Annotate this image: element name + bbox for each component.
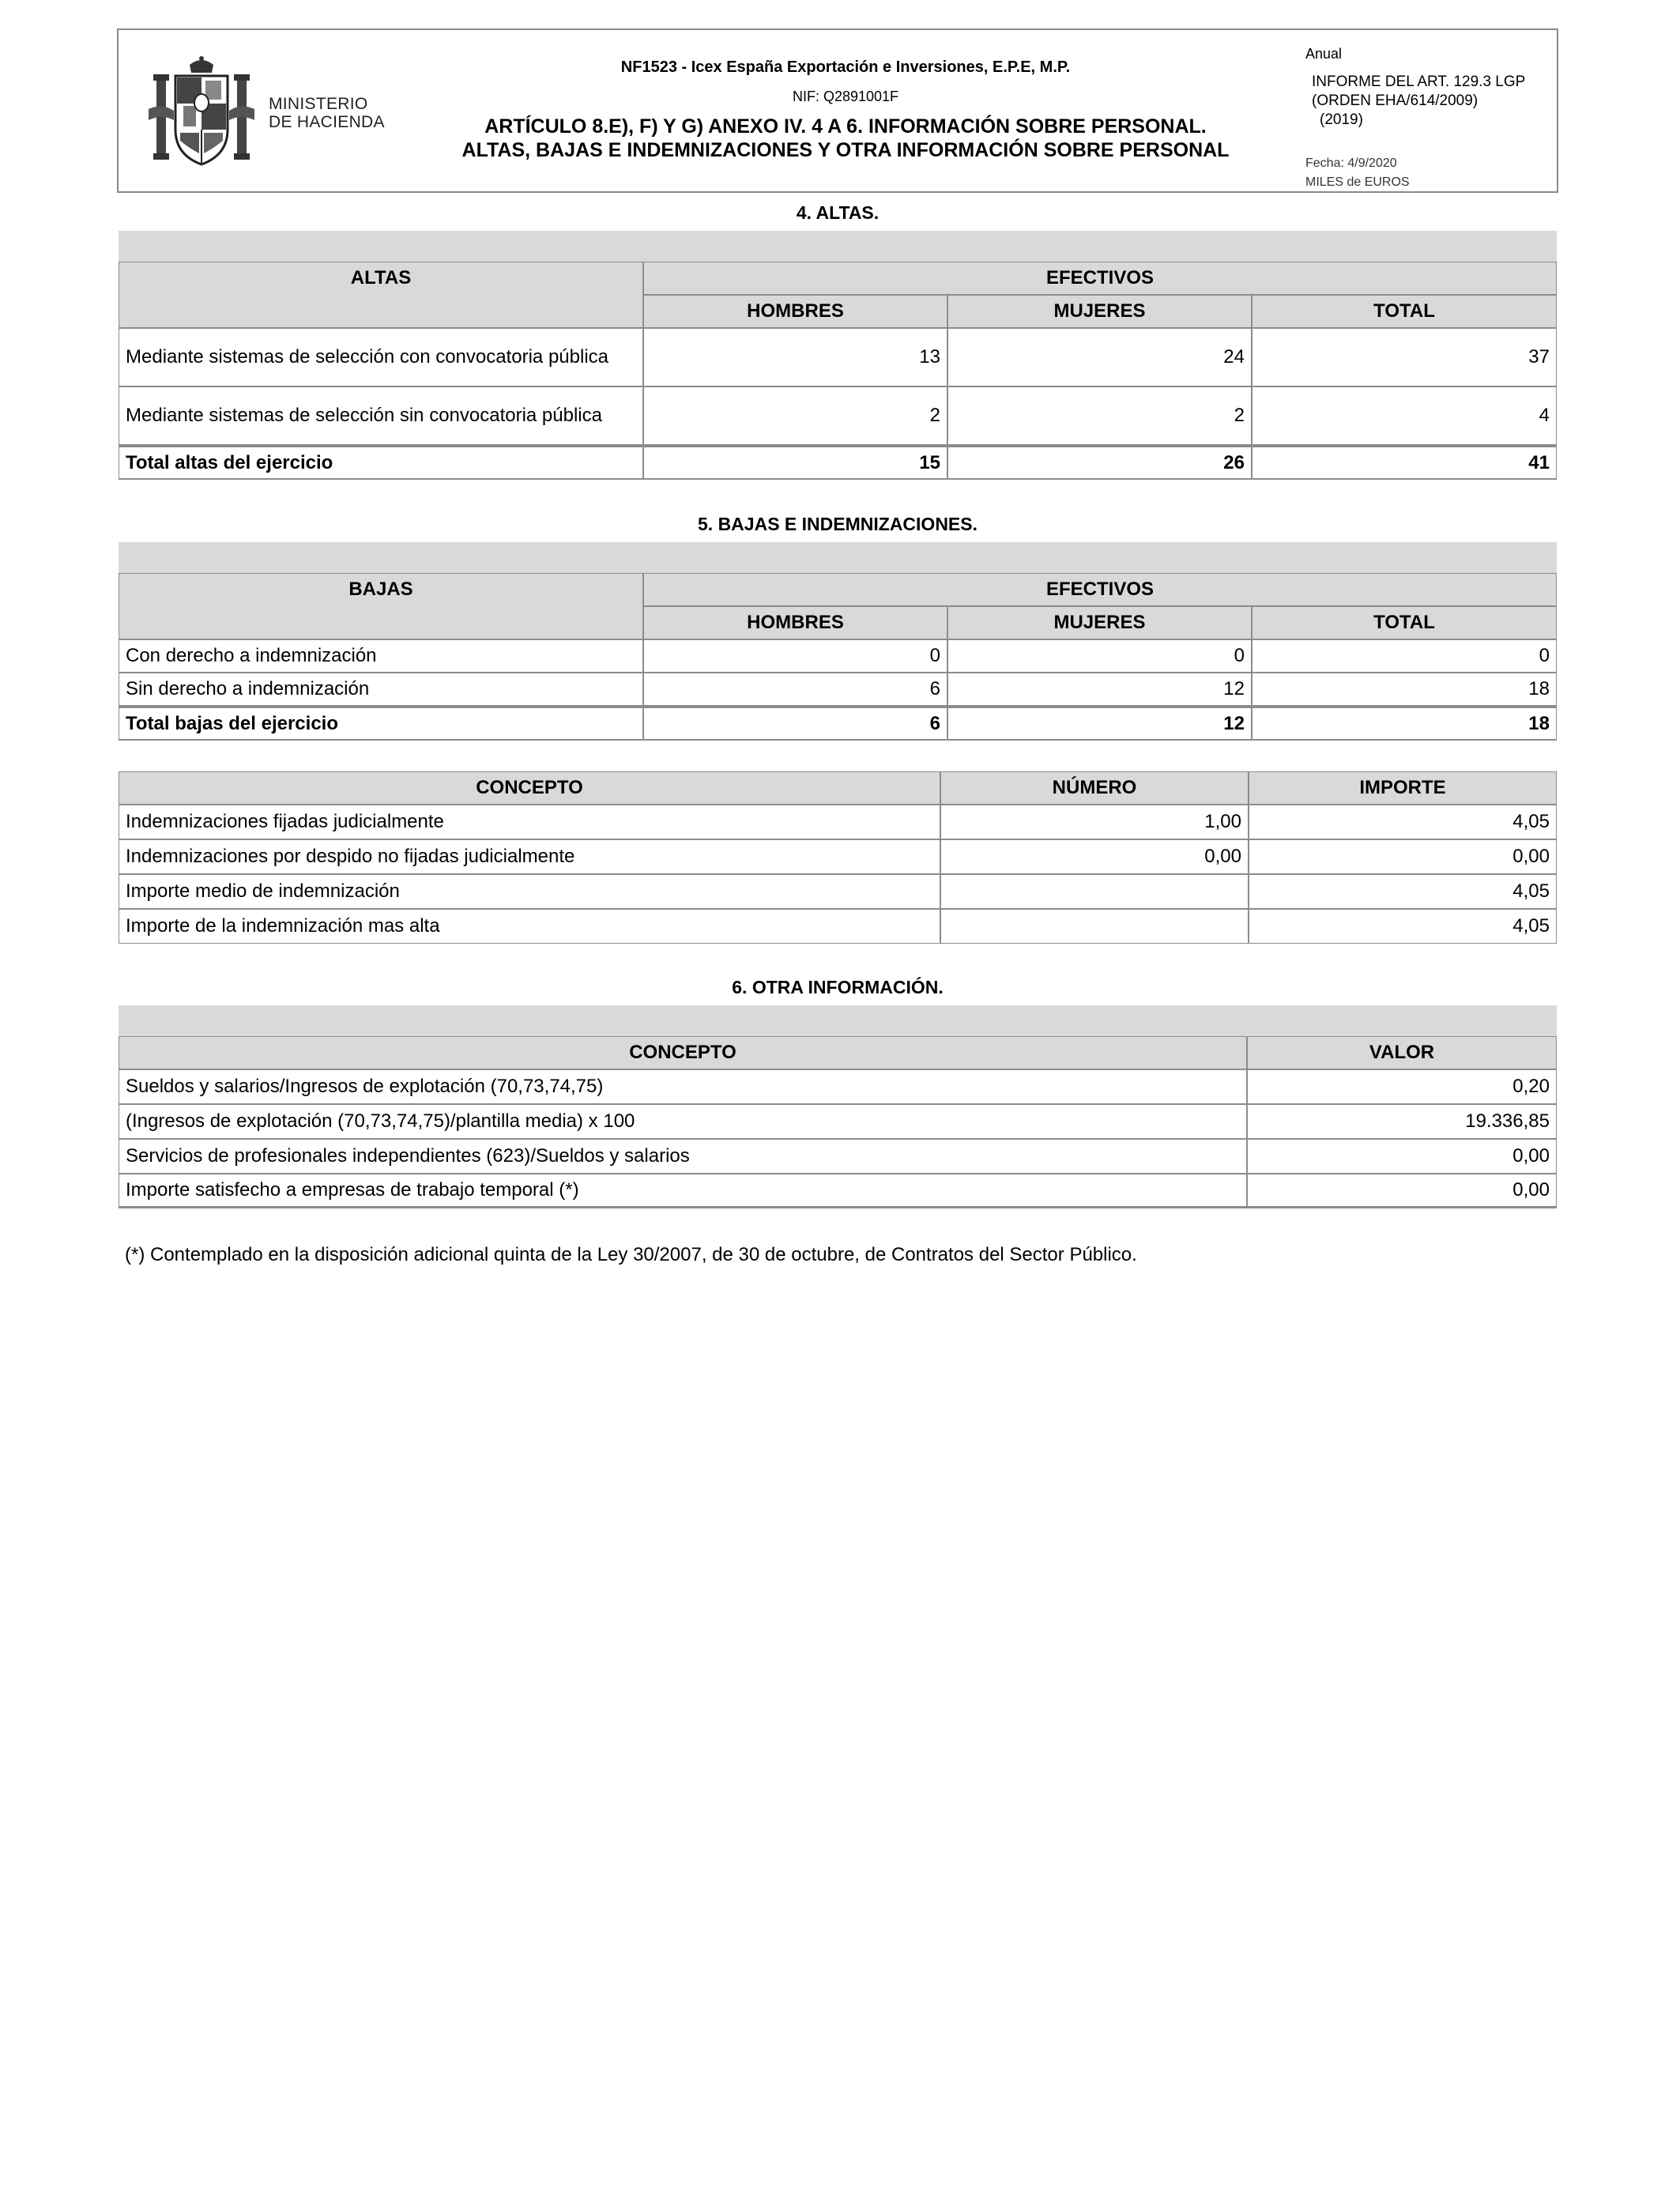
cell-mujeres: 0 [947, 639, 1252, 673]
cell-hombres: 2 [643, 386, 947, 445]
altas-col-header: ALTAS [119, 262, 643, 328]
document-header [117, 28, 1558, 193]
cell-valor: 19.336,85 [1247, 1104, 1557, 1139]
section-bar-bajas [119, 542, 1557, 574]
nif: NIF: Q2891001F [792, 89, 899, 104]
header-total: TOTAL [1252, 295, 1557, 328]
table-row [119, 1174, 1557, 1208]
cell-importe: 4,05 [1249, 805, 1557, 839]
cell-mujeres: 24 [947, 328, 1252, 386]
section-bar-altas [119, 231, 1557, 262]
cell-valor: 0,20 [1247, 1069, 1557, 1104]
total-hombres: 6 [643, 706, 947, 741]
section-title-otra: 6. OTRA INFORMACIÓN. [732, 977, 944, 997]
article-title-line-2: ALTAS, BAJAS E INDEMNIZACIONES Y OTRA INFORMACIÓN SOBRE PERSONAL [461, 139, 1230, 161]
cell-concepto: Servicios de profesionales independientes (623)/Sueldos y salarios [119, 1139, 1247, 1174]
table-row [119, 1104, 1557, 1139]
cell-mujeres: 12 [947, 673, 1252, 706]
section-title-altas: 4. ALTAS. [796, 202, 880, 223]
table-row [119, 639, 1557, 673]
table-row [119, 1139, 1557, 1174]
cell-hombres: 0 [643, 639, 947, 673]
entity-name: NF1523 - Icex España Exportación e Inversiones, E.P.E, M.P. [620, 58, 1071, 76]
article-title-line-1: ARTÍCULO 8.E), F) Y G) ANEXO IV. 4 A 6. INFORMACIÓN SOBRE PERSONAL. [484, 115, 1207, 138]
cell-concepto: Importe de la indemnización mas alta [119, 909, 940, 944]
total-label: Total bajas del ejercicio [119, 706, 643, 741]
cell-concepto: Sueldos y salarios/Ingresos de explotación (70,73,74,75) [119, 1069, 1247, 1104]
cell-numero: 0,00 [940, 839, 1249, 874]
total-total: 18 [1252, 706, 1557, 741]
header-concepto: CONCEPTO [119, 1036, 1247, 1069]
header-mujeres: MUJERES [947, 295, 1252, 328]
bajas-table [119, 573, 1557, 741]
row-label: Sin derecho a indemnización [119, 673, 643, 706]
ministry-line-2: DE HACIENDA [269, 113, 385, 131]
ministry-name [269, 95, 385, 131]
informe-line-1: INFORME DEL ART. 129.3 LGP [1312, 74, 1526, 90]
cell-numero: 1,00 [940, 805, 1249, 839]
table-row [119, 805, 1557, 839]
header-hombres: HOMBRES [643, 295, 947, 328]
cell-concepto: Importe satisfecho a empresas de trabajo temporal (*) [119, 1174, 1247, 1208]
row-label: Con derecho a indemnización [119, 639, 643, 673]
total-row [119, 445, 1557, 480]
altas-table [119, 262, 1557, 480]
bajas-col-header: BAJAS [119, 573, 643, 639]
row-label: Mediante sistemas de selección con convocatoria pública [119, 328, 643, 386]
report-reference [1312, 73, 1525, 130]
total-mujeres: 12 [947, 706, 1252, 741]
cell-mujeres: 2 [947, 386, 1252, 445]
cell-total: 0 [1252, 639, 1557, 673]
header-numero: NÚMERO [940, 771, 1249, 805]
otra-informacion-table [119, 1036, 1557, 1208]
total-hombres: 15 [643, 445, 947, 480]
cell-total: 4 [1252, 386, 1557, 445]
footnote: (*) Contemplado en la disposición adicional quinta de la Ley 30/2007, de 30 de octubre, de Contratos del Sector Público. [125, 1244, 1137, 1265]
informe-line-3: (2019) [1320, 111, 1363, 128]
table-row [119, 386, 1557, 445]
table-row [119, 909, 1557, 944]
header-mujeres: MUJERES [947, 606, 1252, 639]
table-row [119, 673, 1557, 706]
cell-concepto: Indemnizaciones por despido no fijadas judicialmente [119, 839, 940, 874]
total-label: Total altas del ejercicio [119, 445, 643, 480]
header-importe: IMPORTE [1249, 771, 1557, 805]
section-title-bajas: 5. BAJAS E INDEMNIZACIONES. [698, 514, 977, 534]
header-valor: VALOR [1247, 1036, 1557, 1069]
report-date: Fecha: 4/9/2020 [1305, 156, 1397, 170]
table-row [119, 839, 1557, 874]
cell-concepto: Importe medio de indemnización [119, 874, 940, 909]
cell-importe: 4,05 [1249, 874, 1557, 909]
informe-line-2: (ORDEN EHA/614/2009) [1312, 92, 1478, 109]
efectivos-header: EFECTIVOS [643, 573, 1557, 606]
ministry-line-1: MINISTERIO [269, 95, 368, 113]
cell-hombres: 6 [643, 673, 947, 706]
cell-hombres: 13 [643, 328, 947, 386]
units-label: MILES de EUROS [1305, 175, 1410, 189]
cell-valor: 0,00 [1247, 1139, 1557, 1174]
total-total: 41 [1252, 445, 1557, 480]
cell-numero [940, 874, 1249, 909]
cell-concepto: (Ingresos de explotación (70,73,74,75)/plantilla media) x 100 [119, 1104, 1247, 1139]
period-label: Anual [1305, 46, 1343, 62]
cell-total: 18 [1252, 673, 1557, 706]
header-total: TOTAL [1252, 606, 1557, 639]
cell-valor: 0,00 [1247, 1174, 1557, 1208]
cell-total: 37 [1252, 328, 1557, 386]
total-row [119, 706, 1557, 741]
indemnizaciones-table [119, 771, 1557, 944]
header-hombres: HOMBRES [643, 606, 947, 639]
table-row [119, 328, 1557, 386]
header-concepto: CONCEPTO [119, 771, 940, 805]
row-label: Mediante sistemas de selección sin convocatoria pública [119, 386, 643, 445]
cell-concepto: Indemnizaciones fijadas judicialmente [119, 805, 940, 839]
cell-importe: 0,00 [1249, 839, 1557, 874]
cell-importe: 4,05 [1249, 909, 1557, 944]
total-mujeres: 26 [947, 445, 1252, 480]
section-bar-otra [119, 1005, 1557, 1037]
efectivos-header: EFECTIVOS [643, 262, 1557, 295]
table-row [119, 1069, 1557, 1104]
cell-numero [940, 909, 1249, 944]
table-row [119, 874, 1557, 909]
